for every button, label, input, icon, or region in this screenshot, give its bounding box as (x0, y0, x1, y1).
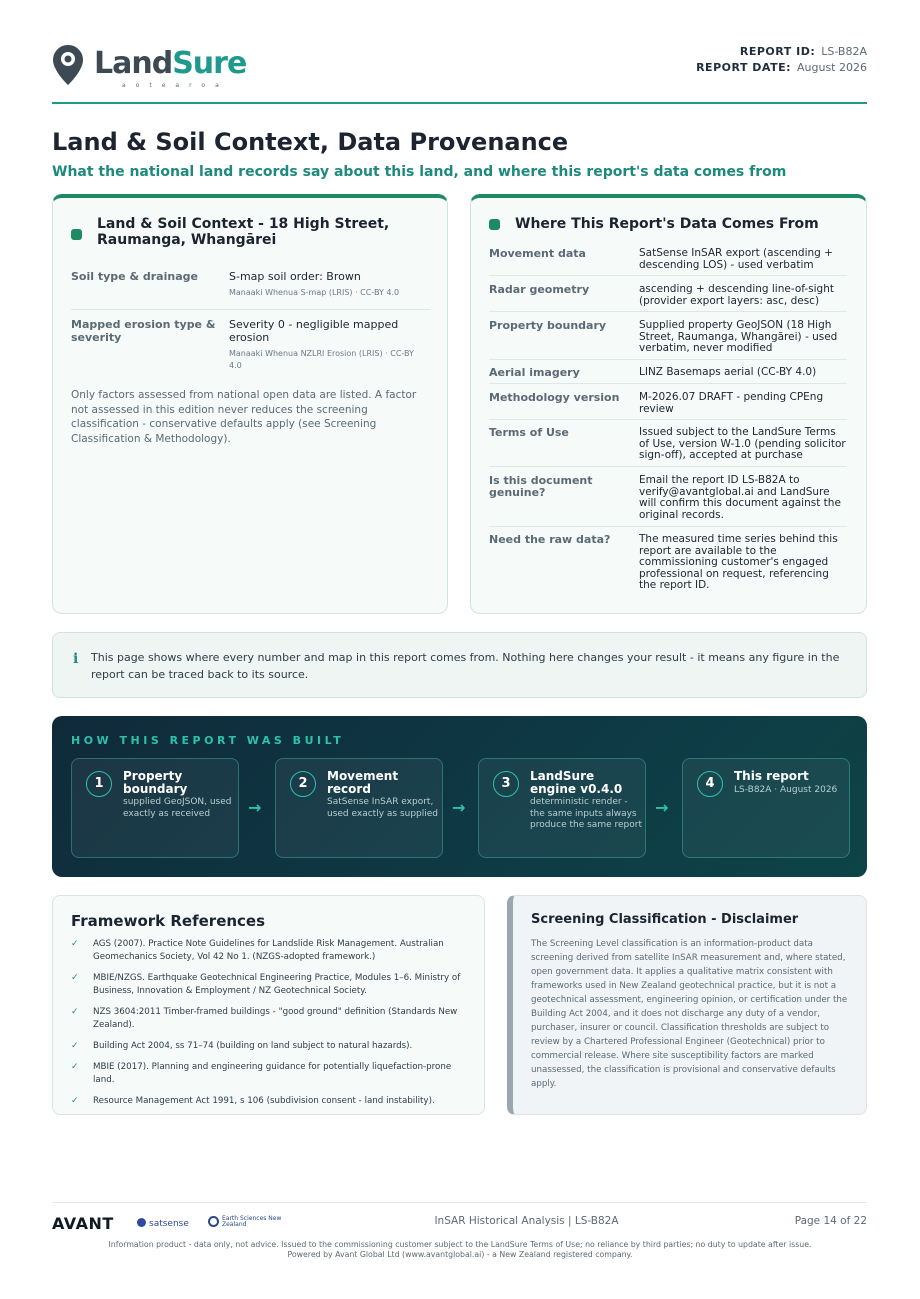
row-label: Property boundary (489, 319, 607, 332)
row-value: Supplied property GeoJSON (18 High Street, Raumanga, Whangārei) - used verbatim, never modified (639, 319, 838, 354)
page-number: Page 14 of 22 (794, 1215, 867, 1227)
build-step (71, 758, 239, 858)
report-meta (696, 44, 867, 76)
step-desc: SatSense InSAR export, used exactly as supplied (327, 797, 439, 819)
logo-wordmark: LandSure (94, 46, 247, 81)
disclaimer-text: The Screening Level classification is an information-product data screening derived from satellite InSAR measurement and, where stated, open government data. It applies a qualitative matrix consistent with frameworks used in New Zealand geotechnical practice, but it is not a geotechnical assessment, engineering opinion, or certification under the Building Act 2004, and it does not discharge any duty of a vendor, purchaser, insurer or council. Classification thresholds are subject to review by a Chartered Professional Engineer (Geotechnical) prior to commercial release. Where site susceptibility factors are marked unassessed, the classification is provisional and conservative defaults apply. (531, 939, 848, 1089)
row-value: Issued subject to the LandSure Terms of Use, version W-1.0 (pending solicitor sign-off), accepted at purchase (639, 426, 846, 461)
page-subtitle: What the national land records say about this land, and where this report's data comes from (52, 164, 787, 180)
list-item: ✓ Building Act 2004, ss 71–74 (building on land subject to natural hazards). (71, 1041, 413, 1051)
step-title: This report (734, 769, 809, 783)
row-label: Soil type & drainage (71, 270, 198, 283)
row-value: The measured time series behind this report are available to the commissioning customer's engaged professional on request, referencing the report ID. (639, 533, 838, 591)
build-process-panel (52, 716, 867, 877)
step-desc: deterministic render - the same inputs always produce the same report (530, 797, 642, 830)
land-soil-card (52, 194, 448, 614)
check-icon: ✓ (71, 1041, 79, 1051)
arrow-right-icon: → (452, 798, 466, 817)
row-label: Methodology version (489, 391, 620, 404)
build-process-label: HOW THIS REPORT WAS BUILT (71, 734, 345, 747)
row-value: Email the report ID LS-B82A to verify@avantglobal.ai and LandSure will confirm this document against the original records. (639, 474, 841, 521)
info-icon: i (73, 651, 79, 667)
report-date: August 2026 (797, 61, 867, 74)
step-title: Property boundary (123, 769, 188, 796)
report-id-line: REPORT ID: LS-B82A (739, 45, 867, 58)
provenance-row (489, 284, 847, 312)
provenance-row (489, 534, 847, 594)
info-banner (52, 632, 867, 698)
soil-drainage-row (71, 270, 431, 310)
card-marker-icon (489, 219, 500, 230)
legal-line: Information product - data only, not advice. Issued to the commissioning customer subject to the LandSure Terms of Use; no reliance by third parties; no duty to update after issue. (108, 1240, 812, 1249)
provenance-row (489, 320, 847, 360)
list-item: ✓ MBIE/NZGS. Earthquake Geotechnical Engineering Practice, Modules 1–6. Ministry of Business, Innovation & Employment / NZ Geotechnical Society. (71, 973, 461, 996)
provenance-row (489, 248, 847, 276)
provenance-row (489, 367, 847, 384)
page-header (52, 40, 867, 104)
landsure-logo (52, 44, 252, 92)
step-desc: supplied GeoJSON, used exactly as received (123, 797, 232, 819)
step-number: 4 (697, 771, 723, 797)
row-source: Manaaki Whenua S-map (LRIS) · CC-BY 4.0 (229, 288, 400, 297)
satsense-logo: satsense (137, 1218, 189, 1229)
check-icon: ✓ (71, 939, 79, 949)
row-value: S-map soil order: Brown Manaaki Whenua S-map (LRIS) · CC-BY 4.0 (229, 270, 429, 299)
framework-references-title: Framework References (71, 912, 266, 930)
disclaimer-card (507, 895, 867, 1115)
framework-references-list (71, 938, 471, 1116)
map-pin-icon (52, 44, 84, 86)
row-source: Manaaki Whenua NZLRI Erosion (LRIS) · CC-BY 4.0 (229, 349, 414, 370)
info-text: This page shows where every number and map in this report comes from. Nothing here changes your result - it means any figure in the report can be traced back to its source. (91, 651, 840, 681)
list-item: ✓ AGS (2007). Practice Note Guidelines for Landslide Risk Management. Australian Geomechanics Society, Vol 42 No 1. (NZGS-adopted framework.) (71, 939, 444, 962)
step-number: 1 (86, 771, 112, 797)
row-label: Movement data (489, 247, 586, 260)
build-step (478, 758, 646, 858)
report-id: LS-B82A (821, 45, 867, 58)
row-value: LINZ Basemaps aerial (CC-BY 4.0) (639, 366, 817, 378)
framework-references-card (52, 895, 485, 1115)
provenance-row (489, 392, 847, 420)
data-provenance-card (470, 194, 867, 614)
avant-logo: AVANT (52, 1214, 114, 1233)
row-label: Aerial imagery (489, 366, 580, 379)
arrow-right-icon: → (248, 798, 262, 817)
erosion-row (71, 318, 431, 378)
step-desc: LS-B82A · August 2026 (734, 785, 838, 795)
row-label: Mapped erosion type & severity (71, 318, 216, 344)
legal-line: Powered by Avant Global Ltd (www.avantglobal.ai) - a New Zealand registered company. (287, 1250, 633, 1259)
card-marker-icon (71, 229, 82, 240)
footer-legal (0, 1240, 920, 1260)
land-soil-card-title: Land & Soil Context - 18 High Street, Raumanga, Whangārei (71, 216, 447, 248)
check-icon: ✓ (71, 1096, 79, 1106)
list-item: ✓ NZS 3604:2011 Timber-framed buildings - "good ground" definition (Standards New Zealand). (71, 1007, 458, 1030)
data-provenance-card-title: Where This Report's Data Comes From (489, 216, 819, 232)
land-soil-note: Only factors assessed from national open data are listed. A factor not assessed in this edition never reduces the screening classification - conservative defaults apply (see Screening Classification & Methodology). (71, 389, 417, 445)
provenance-row (489, 475, 847, 527)
list-item: ✓ Resource Management Act 1991, s 106 (subdivision consent - land instability). (71, 1096, 435, 1106)
check-icon: ✓ (71, 1007, 79, 1017)
report-date-line: REPORT DATE: August 2026 (696, 61, 867, 74)
row-label: Is this document genuine? (489, 474, 593, 499)
provenance-row (489, 427, 847, 467)
row-label: Need the raw data? (489, 533, 611, 546)
step-title: Movement record (327, 769, 399, 796)
build-step (682, 758, 850, 858)
step-number: 3 (493, 771, 519, 797)
row-label: Radar geometry (489, 283, 590, 296)
list-item: ✓ MBIE (2017). Planning and engineering guidance for potentially liquefaction-prone land. (71, 1062, 452, 1085)
row-value: Severity 0 - negligible mapped erosion Manaaki Whenua NZLRI Erosion (LRIS) · CC-BY 4.0 (229, 318, 429, 372)
page-title: Land & Soil Context, Data Provenance (52, 128, 569, 156)
arrow-right-icon: → (655, 798, 669, 817)
row-label: Terms of Use (489, 426, 569, 439)
step-title: LandSure engine v0.4.0 (530, 769, 623, 796)
build-step (275, 758, 443, 858)
check-icon: ✓ (71, 973, 79, 983)
row-value: M-2026.07 DRAFT - pending CPEng review (639, 391, 824, 415)
logo-subtitle: aotearoa (122, 82, 229, 89)
step-number: 2 (290, 771, 316, 797)
footer-divider (52, 1202, 867, 1203)
check-icon: ✓ (71, 1062, 79, 1072)
row-value: ascending + descending line-of-sight (provider export layers: asc, desc) (639, 283, 834, 307)
row-value: SatSense InSAR export (ascending + descending LOS) - used verbatim (639, 247, 833, 271)
disclaimer-title: Screening Classification - Disclaimer (531, 912, 799, 927)
footer-report-label: InSAR Historical Analysis | LS-B82A (434, 1215, 619, 1227)
